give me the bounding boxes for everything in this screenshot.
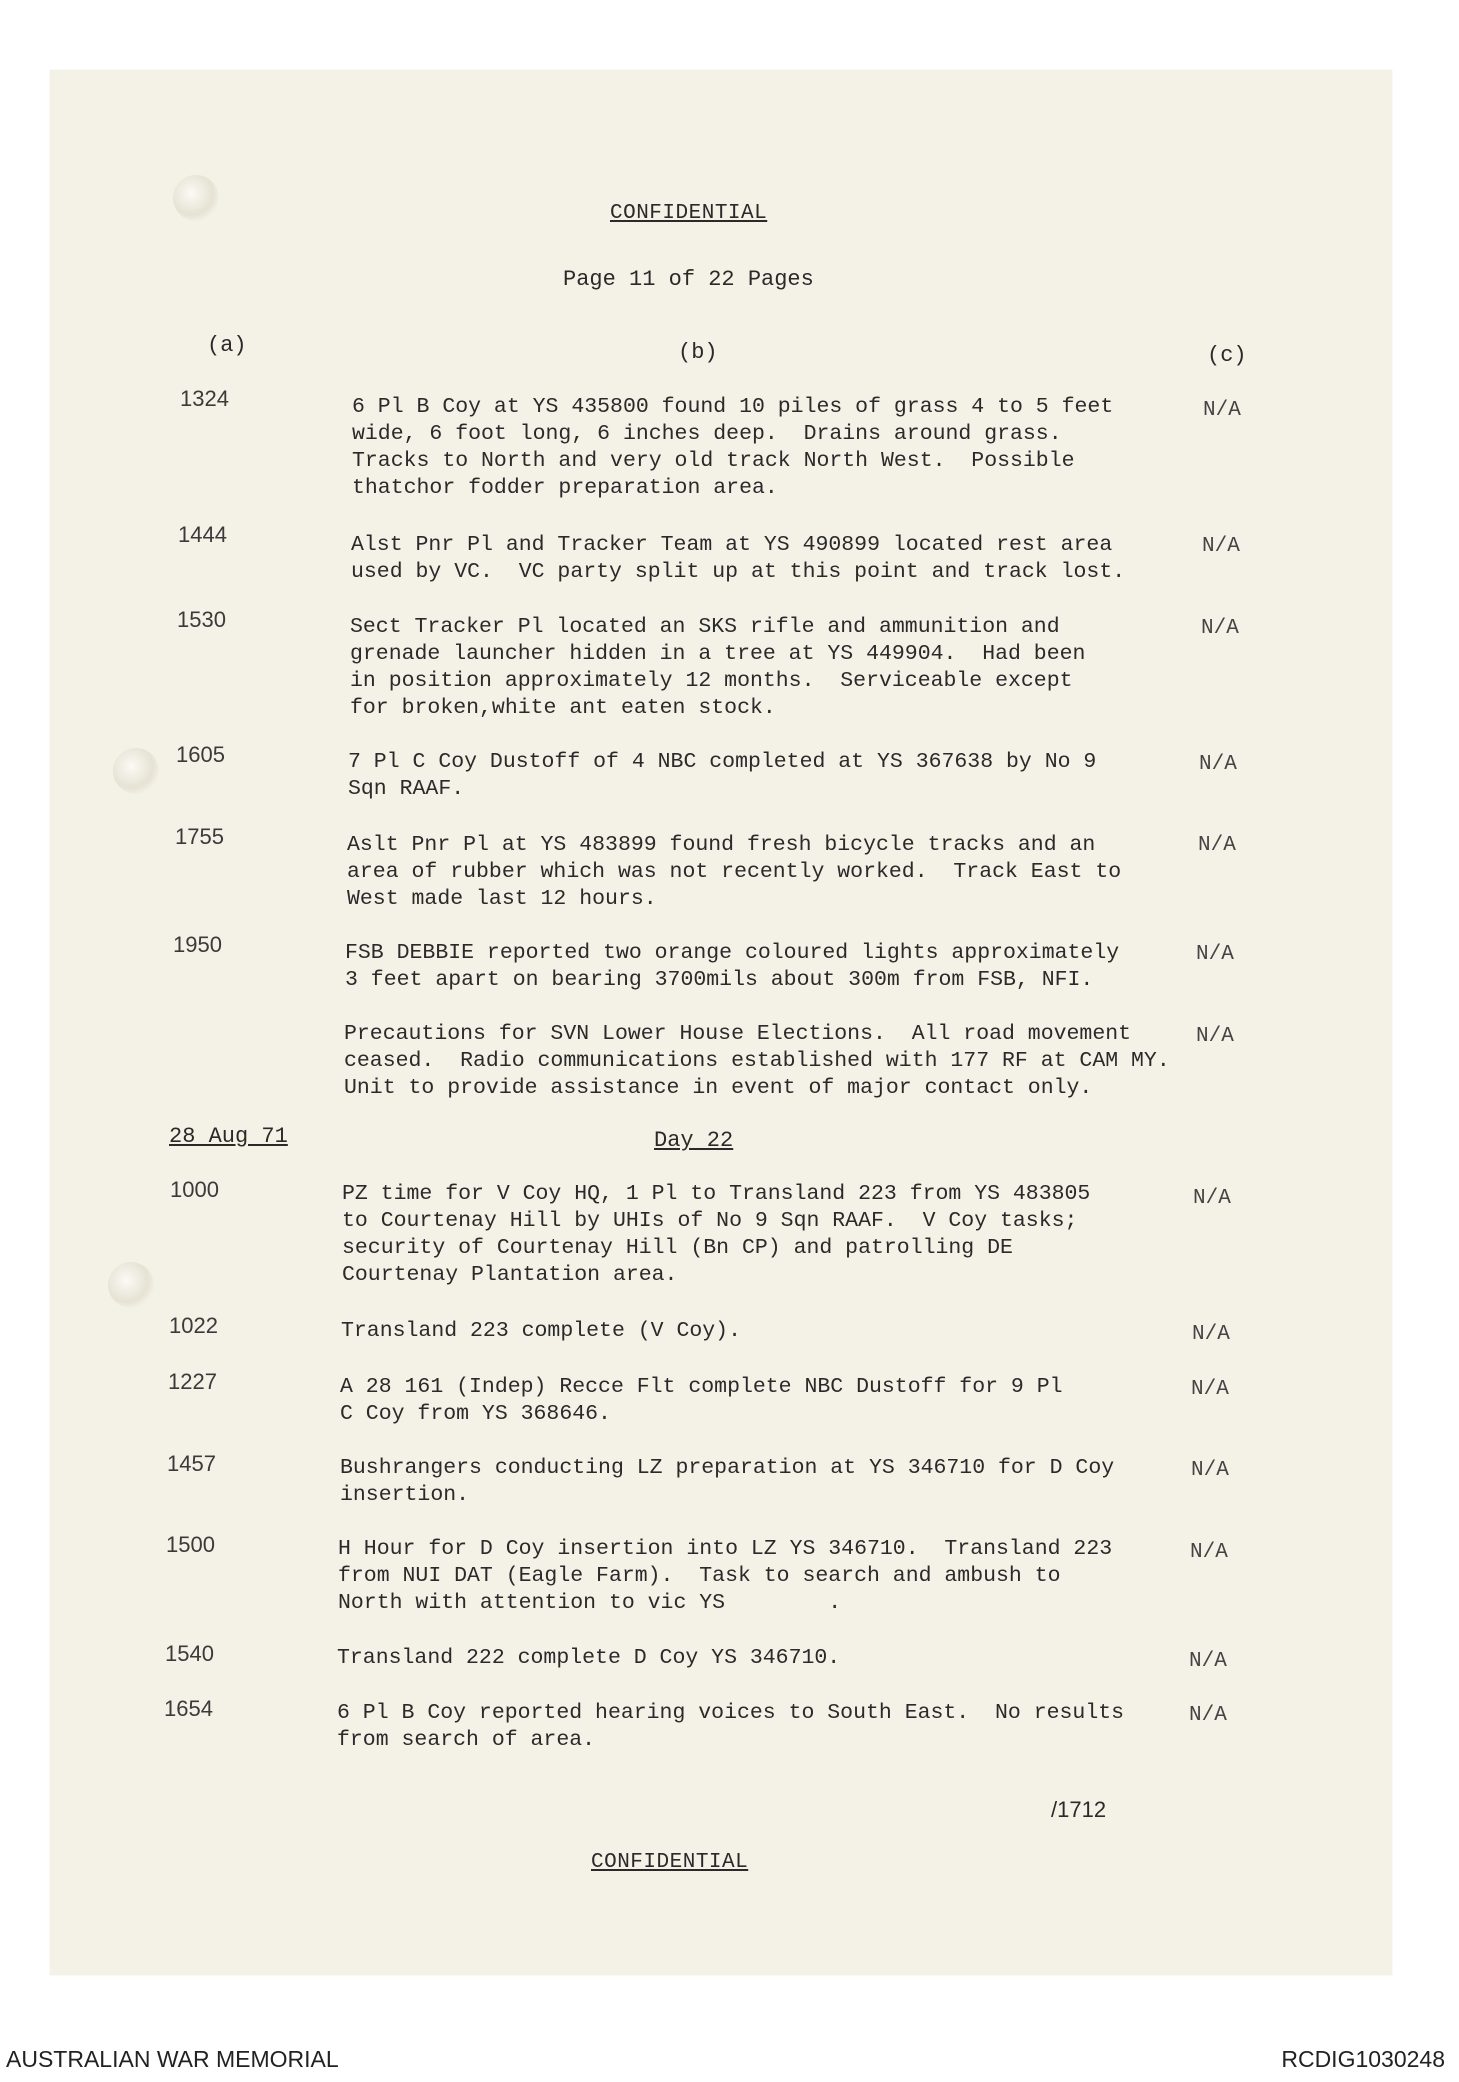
footer-source: AUSTRALIAN WAR MEMORIAL [6, 2046, 339, 2072]
date-heading: 28 Aug 71 [169, 1124, 288, 1149]
log-entry-text: 6 Pl B Coy reported hearing voices to South East. No results from search of area. [337, 1701, 1125, 1752]
log-entry-ref: N/A [1193, 1187, 1231, 1210]
log-entry-text: Transland 222 complete D Coy YS 346710. [337, 1646, 841, 1670]
log-entry-text: 7 Pl C Coy Dustoff of 4 NBC completed at YS 367638 by No 9 Sqn RAAF. [348, 750, 1097, 801]
log-entry-ref: N/A [1201, 617, 1239, 640]
log-entry-time: 1654 [164, 1696, 213, 1721]
log-entry-time: 1444 [178, 522, 227, 547]
column-b-header: (b) [678, 340, 718, 365]
staple-hole-mark [173, 175, 219, 221]
column-a-header: (a) [207, 333, 247, 358]
column-c-header: (c) [1207, 343, 1247, 368]
log-entry-time: 1605 [176, 742, 225, 767]
log-entry-text: H Hour for D Coy insertion into LZ YS 346710. Transland 223 from NUI DAT (Eagle Farm). Task to search and ambush to North with attention to vic YS . [338, 1537, 1113, 1615]
log-entry-time: 1500 [166, 1532, 215, 1557]
log-entry-text: A 28 161 (Indep) Recce Flt complete NBC Dustoff for 9 Pl C Coy from YS 368646. [340, 1375, 1063, 1426]
log-entry-text: Bushrangers conducting LZ preparation at YS 346710 for D Coy insertion. [340, 1456, 1115, 1507]
log-entry-ref: N/A [1192, 1323, 1230, 1346]
log-entry-time: 1530 [177, 607, 226, 632]
log-entry-ref: N/A [1189, 1650, 1227, 1673]
page-info: Page 11 of 22 Pages [563, 267, 814, 292]
log-entry-ref: N/A [1198, 834, 1236, 857]
log-entry-ref: N/A [1191, 1378, 1229, 1401]
classification-top: CONFIDENTIAL [610, 202, 768, 225]
log-entry-time: 1227 [168, 1369, 217, 1394]
log-entry-time: 1540 [165, 1641, 214, 1666]
log-entry-ref: N/A [1196, 943, 1234, 966]
log-entry-time: 1755 [175, 824, 224, 849]
log-entry-text: Alst Pnr Pl and Tracker Team at YS 490899 located rest area used by VC. VC party split up at this point and track lost. [351, 533, 1126, 584]
log-entry-time: 1950 [173, 932, 222, 957]
log-entry-text: Precautions for SVN Lower House Elections. All road movement ceased. Radio communications established with 177 RF at CAM MY. Unit to provide assistance in event of major contact only. [344, 1022, 1170, 1100]
day-heading: Day 22 [654, 1128, 734, 1153]
staple-hole-mark [113, 748, 159, 794]
log-entry-ref: N/A [1203, 399, 1241, 422]
classification-bottom: CONFIDENTIAL [591, 1851, 749, 1874]
log-entry-ref: N/A [1190, 1541, 1228, 1564]
log-entry-text: Sect Tracker Pl located an SKS rifle and ammunition and grenade launcher hidden in a tree at YS 449904. Had been in position approximately 12 months. Serviceable except for broken,white ant eaten stock. [350, 615, 1086, 720]
log-entry-ref: N/A [1191, 1459, 1229, 1482]
log-entry-ref: N/A [1196, 1025, 1234, 1048]
continuation-time: /1712 [1051, 1797, 1107, 1822]
staple-hole-mark [108, 1262, 154, 1308]
log-entry-text: Transland 223 complete (V Coy). [341, 1319, 741, 1343]
log-entry-ref: N/A [1189, 1704, 1227, 1727]
log-entry-time: 1022 [169, 1313, 218, 1338]
log-entry-text: Aslt Pnr Pl at YS 483899 found fresh bicycle tracks and an area of rubber which was not recently worked. Track East to West made last 12 hours. [347, 833, 1122, 911]
log-entry-text: FSB DEBBIE reported two orange coloured lights approximately 3 feet apart on bearing 3700mils about 300m from FSB, NFI. [345, 941, 1120, 992]
log-entry-time: 1000 [170, 1177, 219, 1202]
footer-record-id: RCDIG1030248 [1281, 2046, 1445, 2072]
log-entry-text: PZ time for V Coy HQ, 1 Pl to Transland 223 from YS 483805 to Courtenay Hill by UHIs of No 9 Sqn RAAF. V Coy tasks; security of Courtenay Hill (Bn CP) and patrolling DE Courtenay Plantation area. [342, 1182, 1091, 1287]
log-entry-time: 1324 [180, 386, 229, 411]
log-entry-time: 1457 [167, 1451, 216, 1476]
log-entry-ref: N/A [1199, 753, 1237, 776]
log-entry-text: 6 Pl B Coy at YS 435800 found 10 piles of grass 4 to 5 feet wide, 6 foot long, 6 inches deep. Drains around grass. Tracks to North and very old track North West. Possible thatchor fodder preparation area. [352, 395, 1114, 500]
log-entry-ref: N/A [1202, 535, 1240, 558]
